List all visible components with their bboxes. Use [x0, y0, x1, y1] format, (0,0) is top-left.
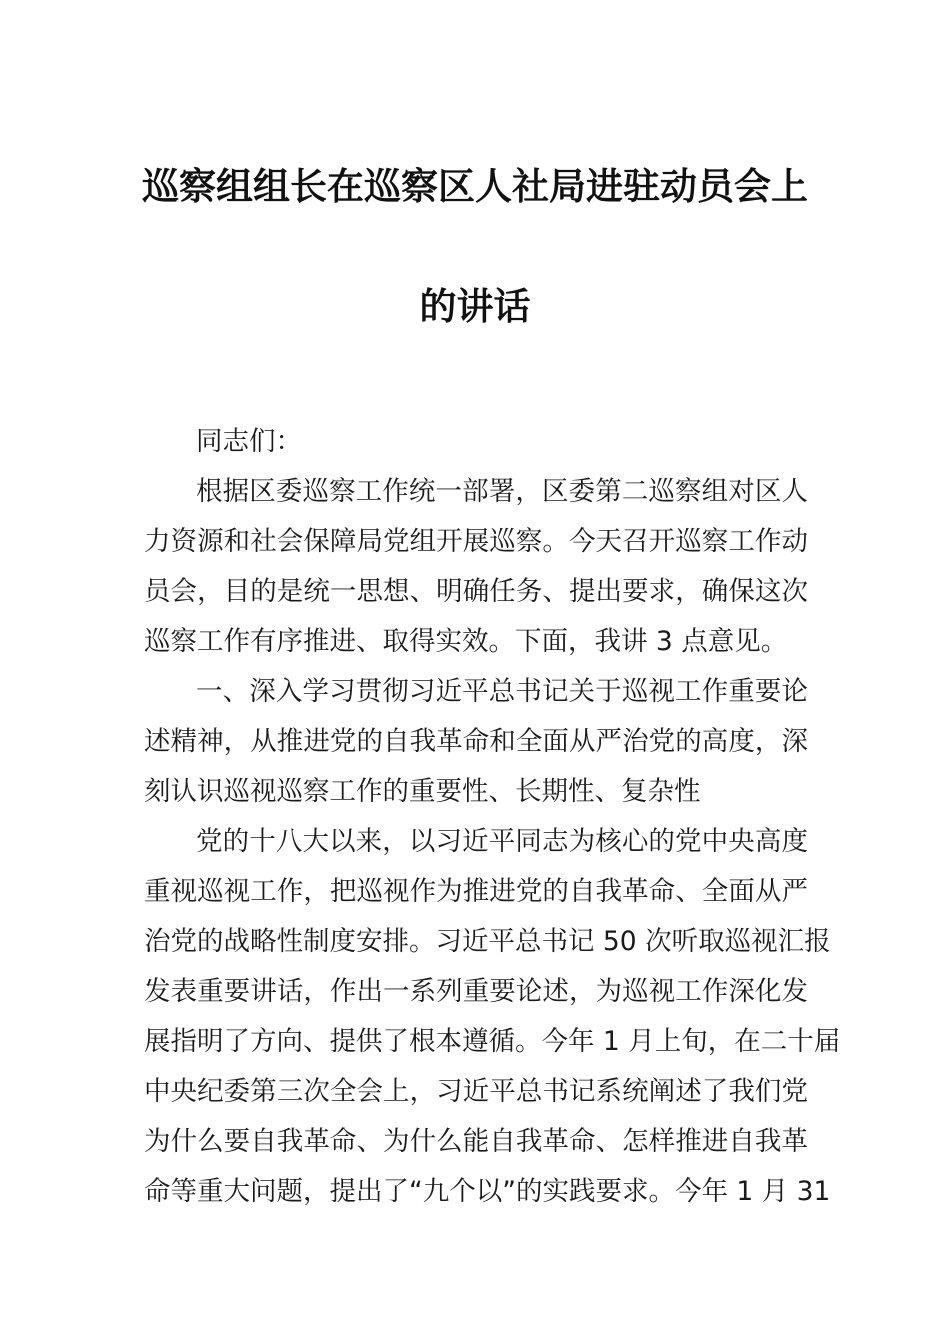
section-heading-line: 一、深入学习贯彻习近平总书记关于巡视工作重要论: [196, 676, 808, 707]
paragraph-line: 命等重大问题，提出了“九个以”的实践要求。今年 1 月 31: [144, 1176, 831, 1207]
paragraph-line: 为什么要自我革命、为什么能自我革命、怎样推进自我革: [144, 1126, 808, 1157]
section-heading-line: 刻认识巡视巡察工作的重要性、长期性、复杂性: [144, 776, 701, 807]
salutation: 同志们：: [196, 426, 302, 457]
paragraph-line: 治党的战略性制度安排。习近平总书记 50 次听取巡视汇报: [144, 926, 831, 957]
paragraph-line: 党的十八大以来，以习近平同志为核心的党中央高度: [196, 826, 808, 857]
paragraph-line: 重视巡视工作，把巡视作为推进党的自我革命、全面从严: [144, 876, 808, 907]
paragraph-line: 展指明了方向、提供了根本遵循。今年 1 月上旬，在二十届: [144, 1026, 841, 1057]
paragraph-line: 员会，目的是统一思想、明确任务、提出要求，确保这次: [144, 576, 808, 607]
paragraph-line: 力资源和社会保障局党组开展巡察。今天召开巡察工作动: [144, 526, 808, 557]
paragraph-line: 中央纪委第三次全会上，习近平总书记系统阐述了我们党: [144, 1076, 808, 1107]
section-heading-line: 述精神，从推进党的自我革命和全面从严治党的高度，深: [144, 726, 808, 757]
document-title-line-2: 的讲话: [419, 285, 531, 328]
paragraph-line: 根据区委巡察工作统一部署，区委第二巡察组对区人: [196, 476, 808, 507]
paragraph-line: 发表重要讲话，作出一系列重要论述，为巡视工作深化发: [144, 976, 808, 1007]
paragraph-line: 巡察工作有序推进、取得实效。下面，我讲 3 点意见。: [144, 626, 788, 657]
document-title-line-1: 巡察组组长在巡察区人社局进驻动员会上: [142, 165, 808, 208]
